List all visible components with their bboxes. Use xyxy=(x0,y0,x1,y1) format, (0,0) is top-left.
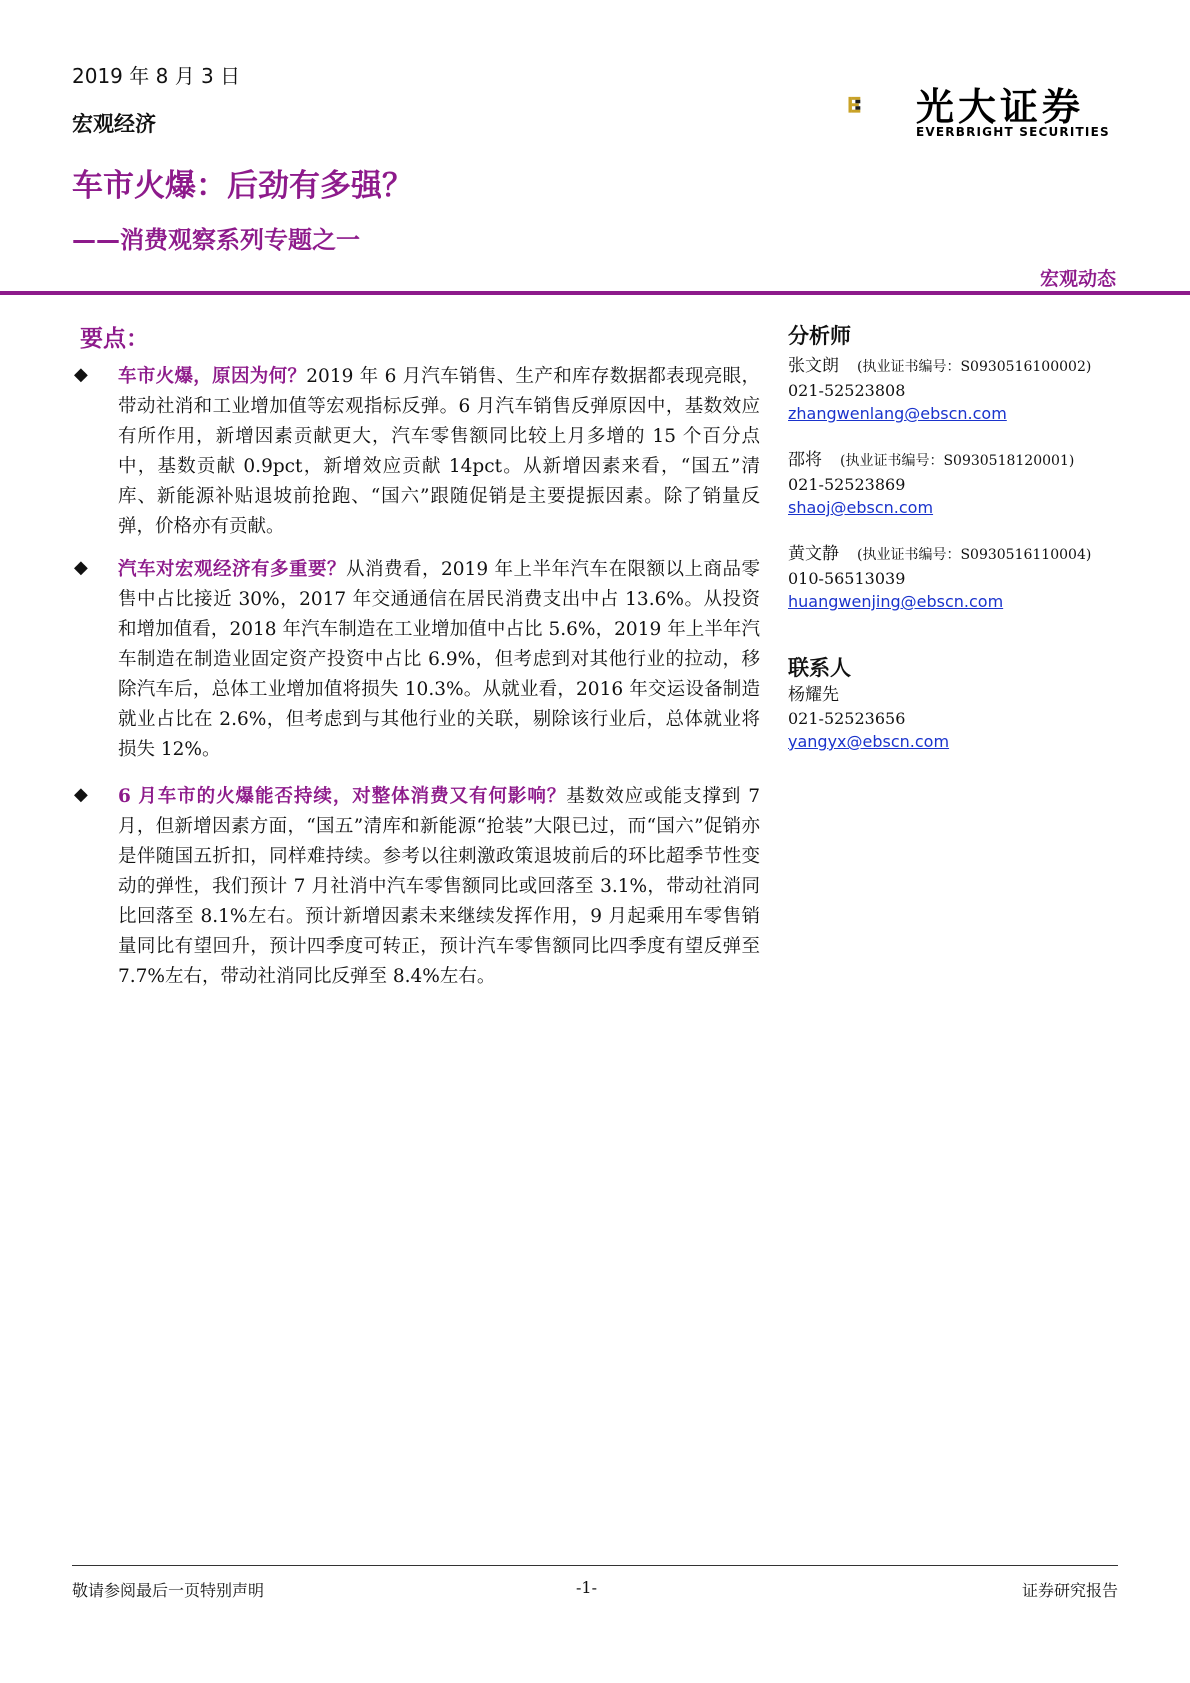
diamond-bullet-icon: ◆ xyxy=(74,557,88,578)
logo-name-cn: 光大证券 xyxy=(916,84,1085,129)
key-point-item xyxy=(72,782,760,992)
analyst-phone: 010-56513039 xyxy=(788,569,906,588)
analyst-cert: (执业证书编号：S0930516110004) xyxy=(857,547,1092,563)
key-points-title: 要点： xyxy=(80,325,149,352)
key-point-item xyxy=(72,362,760,542)
key-point-lead: 车市火爆，原因为何？ xyxy=(118,366,307,387)
key-point-text: 基数效应或能支撑到 7 月，但新增因素方面，“国五”清库和新能源“抢装”大限已过，而“国六”促销亦是伴随国五折扣，同样难持续。参考以往刺激政策退坡前后的环比超季节性变动的弹性，我们预计 7 月社消中汽车零售额同比或回落至 3.1%，带动社消同比回落至 8.1%左右。预计新增因素未来继续发挥作用，9 月起乘用车零售销量同比有望回升，预计四季度可转正，预计汽车零售额同比四季度有望反弹至 7.7%左右，带动社消同比反弹至 8.4%左右。 xyxy=(118,786,760,987)
everbright-logo-icon xyxy=(848,70,912,140)
analyst-phone: 021-52523869 xyxy=(788,475,906,494)
analyst-name: 张文朗 xyxy=(788,356,839,376)
header-divider xyxy=(0,291,1190,295)
analyst-cert: (执业证书编号：S0930518120001) xyxy=(840,453,1075,469)
footer-divider xyxy=(72,1565,1118,1566)
logo-name-en: EVERBRIGHT SECURITIES xyxy=(916,125,1110,139)
contact-email-link[interactable]: yangyx@ebscn.com xyxy=(788,732,950,751)
key-point-text: 从消费看，2019 年上半年汽车在限额以上商品零售中占比接近 30%，2017 年交通通信在居民消费支出中占 13.6%。从投资和增加值看，2018 年汽车制造在工业增加值中占比 5.6%，2019 年上半年汽车制造在制造业固定资产投资中占比 6.9%，但考虑到对其他行业的拉动，移除汽车后，总体工业增加值将损失 10.3%。从就业看，2016 年交运设备制造就业占比在 2.6%，但考虑到与其他行业的关联，剔除该行业后，总体就业将损失 12%。 xyxy=(118,559,760,760)
contact-title: 联系人 xyxy=(788,656,851,680)
analyst-name: 黄文静 xyxy=(788,544,839,564)
analyst-email-link[interactable]: shaoj@ebscn.com xyxy=(788,498,934,517)
analyst-phone: 021-52523808 xyxy=(788,381,906,400)
key-point-lead: 6 月车市的火爆能否持续，对整体消费又有何影响？ xyxy=(118,786,567,807)
footer-doc-type: 证券研究报告 xyxy=(1021,1581,1118,1600)
contact-name: 杨耀先 xyxy=(788,685,839,705)
report-type-label: 宏观动态 xyxy=(1039,268,1116,290)
report-category: 宏观经济 xyxy=(72,112,156,136)
page-title: 车市火爆：后劲有多强？ xyxy=(72,168,413,204)
report-date: 2019 年 8 月 3 日 xyxy=(72,64,241,88)
diamond-bullet-icon: ◆ xyxy=(74,784,88,805)
footer-disclaimer: 敬请参阅最后一页特别声明 xyxy=(72,1581,265,1600)
diamond-bullet-icon: ◆ xyxy=(74,364,88,385)
page-subtitle: ——消费观察系列专题之一 xyxy=(72,226,360,254)
page-number: -1- xyxy=(576,1578,597,1597)
key-point-item xyxy=(72,555,760,765)
analyst-card xyxy=(788,448,1118,519)
analyst-cert: (执业证书编号：S0930516100002) xyxy=(857,359,1092,375)
analyst-email-link[interactable]: huangwenjing@ebscn.com xyxy=(788,592,1004,611)
analyst-card xyxy=(788,354,1118,425)
key-point-text: 2019 年 6 月汽车销售、生产和库存数据都表现亮眼，带动社消和工业增加值等宏观指标反弹。6 月汽车销售反弹原因中，基数效应有所作用，新增因素贡献更大，汽车零售额同比较上月多增的 15 个百分点中，基数贡献 0.9pct，新增效应贡献 14pct。从新增因素来看，“国五”清库、新能源补贴退坡前抢跑、“国六”跟随促销是主要提振因素。除了销量反弹，价格亦有贡献。 xyxy=(118,366,760,537)
analyst-card xyxy=(788,542,1118,613)
contact-card xyxy=(788,684,1118,753)
analyst-email-link[interactable]: zhangwenlang@ebscn.com xyxy=(788,404,1007,423)
contact-phone: 021-52523656 xyxy=(788,709,906,728)
key-point-lead: 汽车对宏观经济有多重要？ xyxy=(118,559,347,580)
analysts-title: 分析师 xyxy=(788,324,851,348)
analyst-name: 邵将 xyxy=(788,450,822,470)
